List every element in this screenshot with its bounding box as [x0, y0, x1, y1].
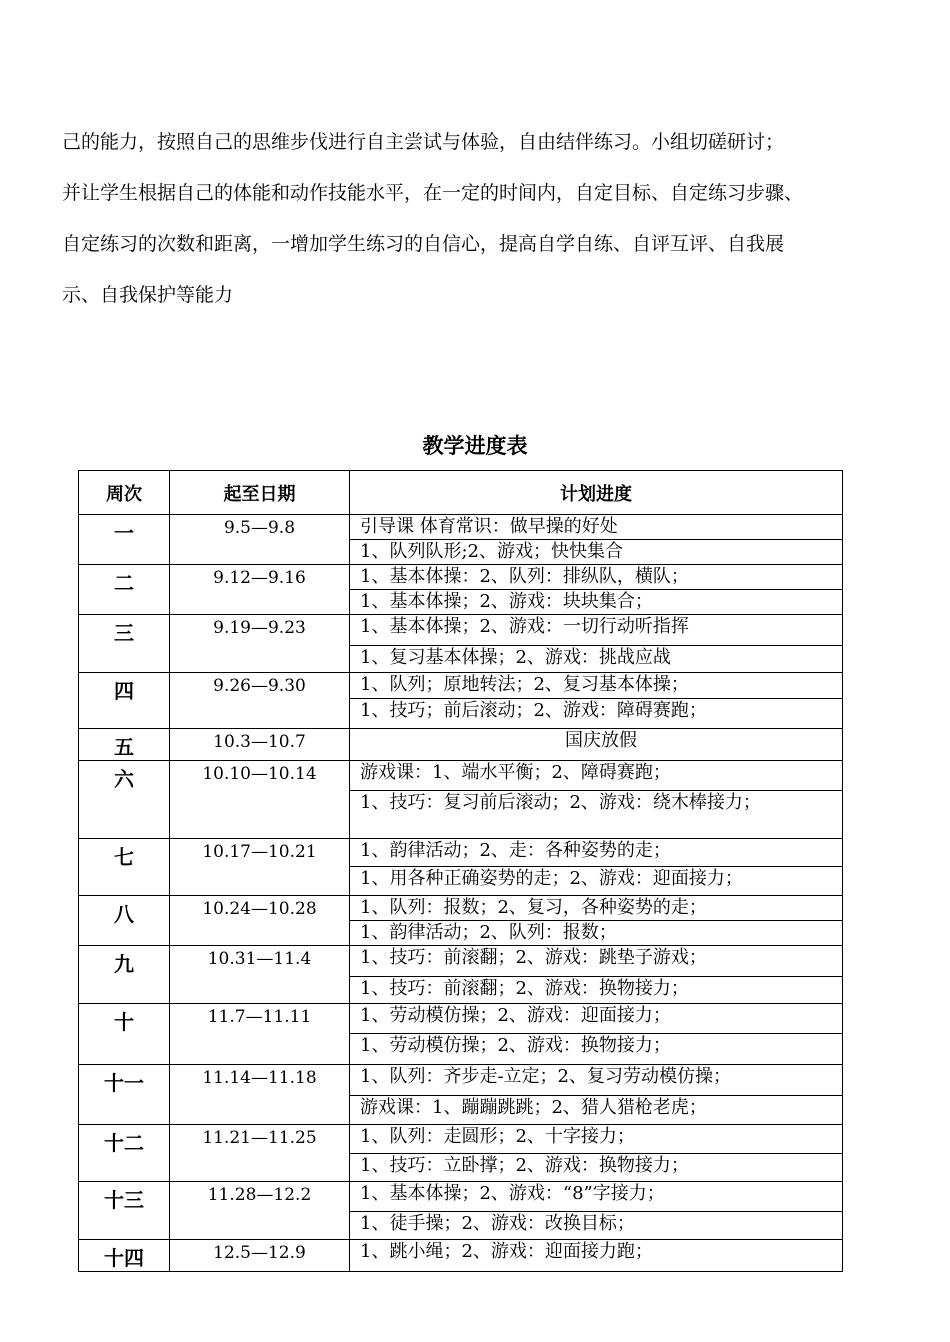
table-row [79, 615, 843, 646]
header-plan: 计划进度 [350, 471, 843, 515]
week-cell: 八 [79, 896, 170, 946]
plan-cell: 1、跳小绳；2、游戏：迎面接力跑； [350, 1240, 843, 1272]
date-cell: 11.28—12.2 [170, 1182, 350, 1240]
plan-cell: 1、基本体操；2、游戏：块块集合； [350, 590, 843, 615]
header-dates: 起至日期 [170, 471, 350, 515]
table-row [79, 839, 843, 867]
table-title: 教学进度表 [422, 433, 528, 458]
header-week: 周次 [79, 471, 170, 515]
week-cell: 四 [79, 673, 170, 729]
plan-cell: 1、用各种正确姿势的走；2、游戏：迎面接力； [350, 867, 843, 896]
plan-cell: 1、劳动模仿操；2、游戏：迎面接力； [350, 1004, 843, 1034]
week-cell: 三 [79, 615, 170, 673]
week-cell: 二 [79, 565, 170, 615]
intro-line: 并让学生根据自己的体能和动作技能水平，在一定的时间内，自定目标、自定练习步骤、 [62, 182, 804, 204]
plan-cell: 1、复习基本体操；2、游戏：挑战应战 [350, 646, 843, 673]
plan-cell: 游戏课：1、端水平衡；2、障碍赛跑； [350, 761, 843, 791]
plan-cell: 1、韵律活动；2、队列：报数； [350, 921, 843, 946]
intro-line: 己的能力，按照自己的思维步伐进行自主尝试与体验，自由结伴练习。小组切磋研讨； [62, 131, 785, 153]
plan-cell: 1、技巧；前后滚动；2、游戏：障碍赛跑； [350, 699, 843, 729]
week-cell: 十 [79, 1004, 170, 1065]
plan-cell: 1、基本体操：2、队列：排纵队，横队； [350, 565, 843, 590]
date-cell: 10.24—10.28 [170, 896, 350, 946]
date-cell: 10.17—10.21 [170, 839, 350, 896]
week-cell: 一 [79, 515, 170, 565]
plan-cell: 国庆放假 [350, 729, 843, 761]
plan-cell: 1、队列队形;2、游戏；快快集合 [350, 540, 843, 565]
date-cell: 11.7—11.11 [170, 1004, 350, 1065]
week-cell: 十三 [79, 1182, 170, 1240]
week-cell: 五 [79, 729, 170, 761]
plan-cell: 引导课 体育常识：做早操的好处 [350, 515, 843, 540]
plan-cell: 1、队列：报数；2、复习，各种姿势的走； [350, 896, 843, 921]
table-row [79, 1125, 843, 1154]
week-cell: 六 [79, 761, 170, 839]
plan-cell: 1、技巧：前滚翻；2、游戏：换物接力； [350, 977, 843, 1004]
date-cell: 9.12—9.16 [170, 565, 350, 615]
week-cell: 十四 [79, 1240, 170, 1272]
plan-cell: 1、队列；原地转法；2、复习基本体操； [350, 673, 843, 699]
plan-cell: 1、韵律活动；2、走：各种姿势的走； [350, 839, 843, 867]
plan-cell: 1、技巧：复习前后滚动；2、游戏：绕木棒接力； [350, 791, 843, 839]
intro-paragraph [62, 122, 922, 326]
table-row [79, 946, 843, 977]
table-row [79, 896, 843, 921]
table-row [79, 1182, 843, 1212]
table-row [79, 1065, 843, 1096]
plan-cell: 1、技巧：前滚翻；2、游戏：跳垫子游戏； [350, 946, 843, 977]
plan-cell: 1、基本体操；2、游戏：一切行动听指挥 [350, 615, 843, 646]
intro-line: 自定练习的次数和距离，一增加学生练习的自信心，提高自学自练、自评互评、自我展 [62, 233, 785, 255]
date-cell: 11.14—11.18 [170, 1065, 350, 1125]
plan-cell: 1、徒手操；2、游戏：改换目标； [350, 1212, 843, 1240]
plan-cell: 1、队列：走圆形；2、十字接力； [350, 1125, 843, 1154]
date-cell: 10.10—10.14 [170, 761, 350, 839]
table-row [79, 761, 843, 791]
date-cell: 12.5—12.9 [170, 1240, 350, 1272]
table-row [79, 1004, 843, 1034]
week-cell: 七 [79, 839, 170, 896]
date-cell: 10.3—10.7 [170, 729, 350, 761]
table-row [79, 673, 843, 699]
table-row [79, 1240, 843, 1272]
plan-cell: 1、队列：齐步走-立定；2、复习劳动模仿操； [350, 1065, 843, 1096]
table-row [79, 565, 843, 590]
date-cell: 10.31—11.4 [170, 946, 350, 1004]
date-cell: 11.21—11.25 [170, 1125, 350, 1182]
table-row [79, 515, 843, 540]
plan-cell: 1、技巧：立卧撑；2、游戏：换物接力； [350, 1154, 843, 1182]
week-cell: 九 [79, 946, 170, 1004]
plan-cell: 1、基本体操；2、游戏：“8”字接力； [350, 1182, 843, 1212]
intro-line: 示、自我保护等能力 [62, 284, 234, 306]
date-cell: 9.26—9.30 [170, 673, 350, 729]
schedule-table [78, 470, 843, 1272]
table-row [79, 729, 843, 761]
date-cell: 9.5—9.8 [170, 515, 350, 565]
week-cell: 十一 [79, 1065, 170, 1125]
header-row [79, 471, 843, 515]
week-cell: 十二 [79, 1125, 170, 1182]
plan-cell: 1、劳动模仿操；2、游戏：换物接力； [350, 1034, 843, 1065]
plan-cell: 游戏课：1、蹦蹦跳跳；2、猎人猎枪老虎； [350, 1096, 843, 1125]
date-cell: 9.19—9.23 [170, 615, 350, 673]
